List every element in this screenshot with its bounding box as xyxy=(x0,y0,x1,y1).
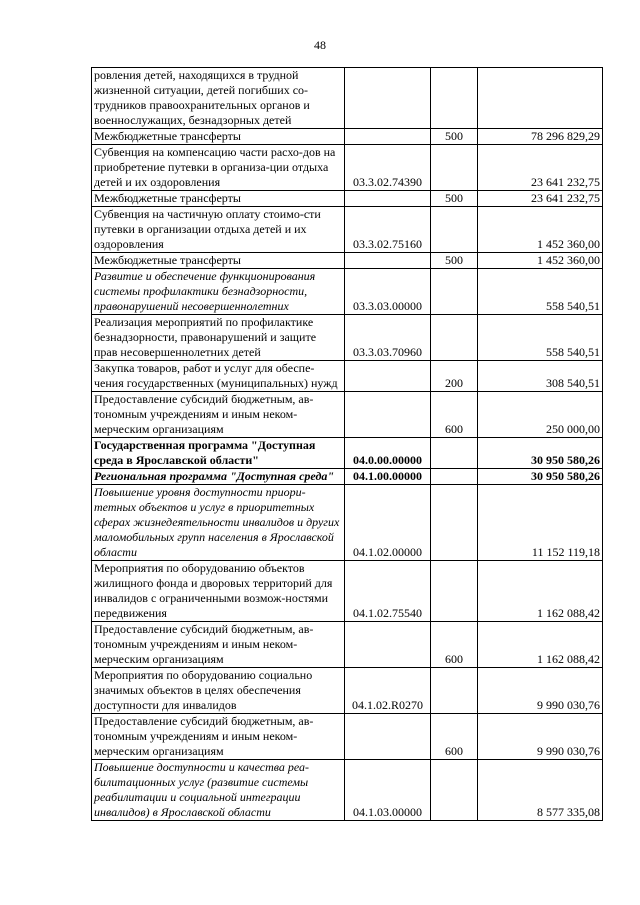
budget-table xyxy=(91,67,603,821)
row-name-cell: Повышение доступности и качества реа-билитационных услуг (развитие системы реабилитации и социальной интеграции инвалидов) в Ярославской области xyxy=(92,760,345,821)
row-code-cell: 04.1.00.00000 xyxy=(345,469,431,485)
row-code-cell xyxy=(345,129,431,145)
table-row xyxy=(92,129,603,145)
row-type-cell xyxy=(431,561,478,622)
row-code-cell: 04.1.03.00000 xyxy=(345,760,431,821)
row-type-cell: 600 xyxy=(431,714,478,760)
row-type-cell xyxy=(431,269,478,315)
row-sum-cell: 1 452 360,00 xyxy=(478,207,603,253)
table-row xyxy=(92,207,603,253)
row-code-cell xyxy=(345,253,431,269)
row-sum-cell: 1 452 360,00 xyxy=(478,253,603,269)
row-code-cell: 03.3.03.70960 xyxy=(345,315,431,361)
row-type-cell: 600 xyxy=(431,622,478,668)
row-type-cell xyxy=(431,438,478,469)
row-code-cell xyxy=(345,392,431,438)
row-sum-cell: 558 540,51 xyxy=(478,315,603,361)
row-type-cell xyxy=(431,469,478,485)
row-name-cell: Межбюджетные трансферты xyxy=(92,129,345,145)
row-code-cell: 04.0.00.00000 xyxy=(345,438,431,469)
row-sum-cell: 1 162 088,42 xyxy=(478,622,603,668)
row-sum-cell: 30 950 580,26 xyxy=(478,438,603,469)
row-sum-cell: 9 990 030,76 xyxy=(478,714,603,760)
table-row xyxy=(92,68,603,129)
table-row xyxy=(92,469,603,485)
row-code-cell: 03.3.02.74390 xyxy=(345,145,431,191)
page-number: 48 xyxy=(314,38,326,52)
row-type-cell: 600 xyxy=(431,392,478,438)
table-row xyxy=(92,269,603,315)
row-type-cell xyxy=(431,668,478,714)
budget-table-body xyxy=(92,68,603,821)
row-name-cell: Мероприятия по оборудованию социально значимых объектов в целях обеспечения доступности для инвалидов xyxy=(92,668,345,714)
row-name-cell: Повышение уровня доступности приори-тетных объектов и услуг в приоритетных сферах жизнедеятельности инвалидов и других маломобильных групп населения в Ярославской области xyxy=(92,485,345,561)
row-type-cell xyxy=(431,315,478,361)
row-code-cell xyxy=(345,68,431,129)
row-sum-cell: 11 152 119,18 xyxy=(478,485,603,561)
row-name-cell: Закупка товаров, работ и услуг для обеспе-чения государственных (муниципальных) нужд xyxy=(92,361,345,392)
row-code-cell xyxy=(345,191,431,207)
table-row xyxy=(92,392,603,438)
row-code-cell xyxy=(345,714,431,760)
row-code-cell: 03.3.02.75160 xyxy=(345,207,431,253)
row-name-cell: Реализация мероприятий по профилактике безнадзорности, правонарушений и защите прав несовершеннолетних детей xyxy=(92,315,345,361)
row-name-cell: Субвенция на частичную оплату стоимо-сти путевки в организации отдыха детей и их оздоровления xyxy=(92,207,345,253)
row-type-cell: 500 xyxy=(431,191,478,207)
row-type-cell: 200 xyxy=(431,361,478,392)
table-row xyxy=(92,668,603,714)
row-type-cell xyxy=(431,760,478,821)
row-code-cell: 04.1.02.R0270 xyxy=(345,668,431,714)
table-row xyxy=(92,714,603,760)
row-code-cell: 04.1.02.00000 xyxy=(345,485,431,561)
row-type-cell: 500 xyxy=(431,129,478,145)
row-name-cell: Мероприятия по оборудованию объектов жилищного фонда и дворовых территорий для инвалидов с ограниченными возмож-ностями передвижения xyxy=(92,561,345,622)
row-code-cell xyxy=(345,622,431,668)
row-name-cell: Предоставление субсидий бюджетным, ав-тономным учреждениям и иным неком-мерческим организациям xyxy=(92,392,345,438)
row-sum-cell: 30 950 580,26 xyxy=(478,469,603,485)
row-name-cell: Региональная программа "Доступная среда" xyxy=(92,469,345,485)
row-sum-cell: 558 540,51 xyxy=(478,269,603,315)
row-sum-cell: 78 296 829,29 xyxy=(478,129,603,145)
row-code-cell xyxy=(345,361,431,392)
row-type-cell xyxy=(431,485,478,561)
row-sum-cell: 1 162 088,42 xyxy=(478,561,603,622)
table-row xyxy=(92,485,603,561)
table-row xyxy=(92,760,603,821)
row-name-cell: Субвенция на компенсацию части расхо-дов на приобретение путевки в организа-ции отдыха детей и их оздоровления xyxy=(92,145,345,191)
row-type-cell xyxy=(431,207,478,253)
table-row xyxy=(92,253,603,269)
row-name-cell: Предоставление субсидий бюджетным, ав-тономным учреждениям и иным неком-мерческим организациям xyxy=(92,714,345,760)
row-sum-cell xyxy=(478,68,603,129)
row-type-cell: 500 xyxy=(431,253,478,269)
row-name-cell: Государственная программа "Доступная среда в Ярославской области" xyxy=(92,438,345,469)
row-sum-cell: 250 000,00 xyxy=(478,392,603,438)
table-row xyxy=(92,361,603,392)
table-row xyxy=(92,622,603,668)
row-code-cell: 04.1.02.75540 xyxy=(345,561,431,622)
table-row xyxy=(92,438,603,469)
row-name-cell: Межбюджетные трансферты xyxy=(92,191,345,207)
table-row xyxy=(92,315,603,361)
row-sum-cell: 8 577 335,08 xyxy=(478,760,603,821)
row-name-cell: ровления детей, находящихся в трудной жизненной ситуации, детей погибших со-трудников правоохранительных органов и военнослужащих, безнадзорных детей xyxy=(92,68,345,129)
row-type-cell xyxy=(431,68,478,129)
row-sum-cell: 23 641 232,75 xyxy=(478,145,603,191)
row-name-cell: Межбюджетные трансферты xyxy=(92,253,345,269)
row-name-cell: Предоставление субсидий бюджетным, ав-тономным учреждениям и иным неком-мерческим организациям xyxy=(92,622,345,668)
row-sum-cell: 308 540,51 xyxy=(478,361,603,392)
row-name-cell: Развитие и обеспечение функционирования системы профилактики безнадзорности, правонарушений несовершеннолетних xyxy=(92,269,345,315)
table-row xyxy=(92,561,603,622)
row-code-cell: 03.3.03.00000 xyxy=(345,269,431,315)
row-sum-cell: 9 990 030,76 xyxy=(478,668,603,714)
row-type-cell xyxy=(431,145,478,191)
table-row xyxy=(92,191,603,207)
row-sum-cell: 23 641 232,75 xyxy=(478,191,603,207)
table-row xyxy=(92,145,603,191)
